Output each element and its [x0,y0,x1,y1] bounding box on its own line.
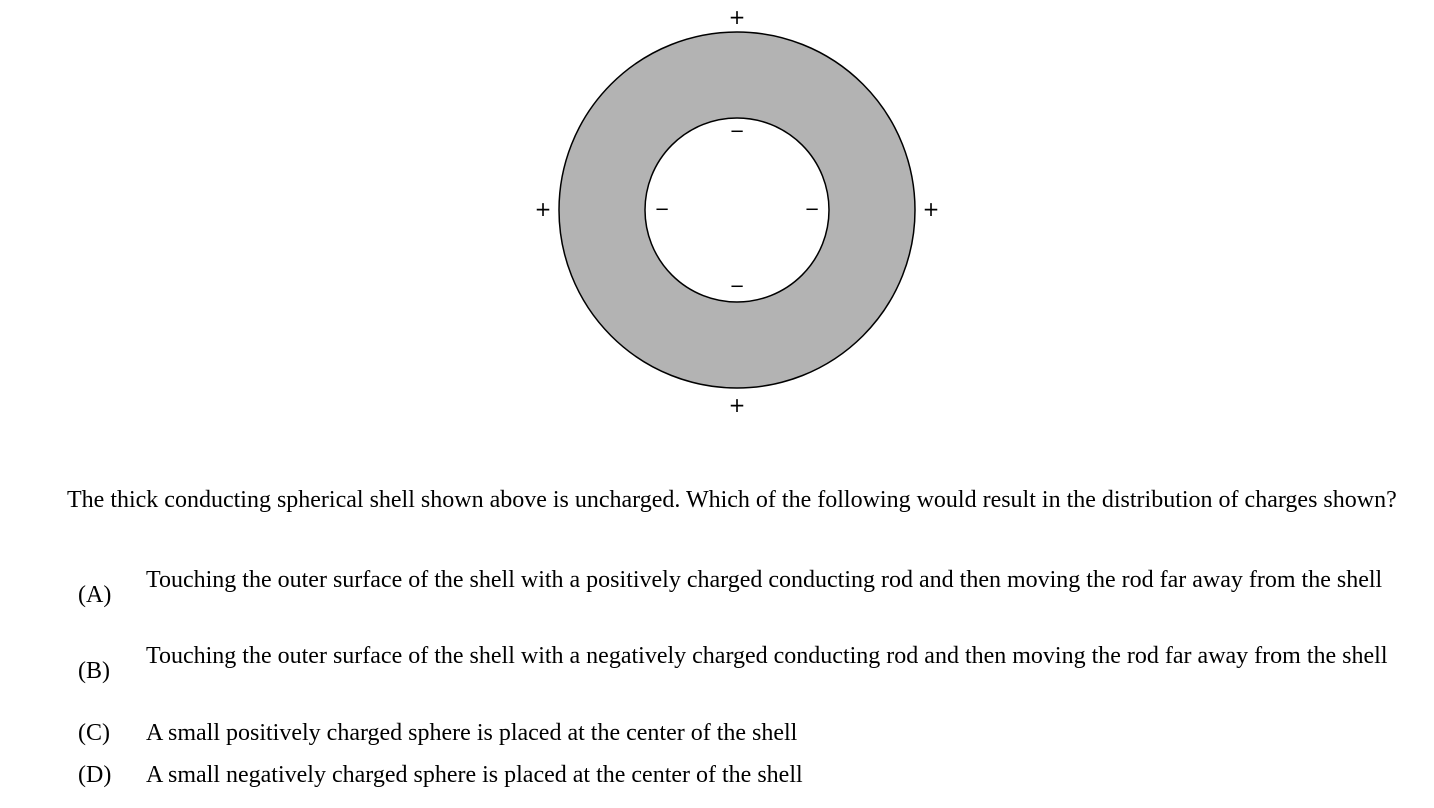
outer-charge-bottom: + [728,393,746,417]
outer-charge-right: + [922,197,940,221]
choice-d-text: A small negatively charged sphere is placed at the center of the shell [146,762,803,788]
choice-d-letter: (D) [78,762,112,788]
choice-c-letter: (C) [78,720,110,746]
outer-charge-top: + [728,5,746,29]
choice-a-text: Touching the outer surface of the shell with a positively charged conducting rod and then moving the rod far away from the shell [146,567,1383,593]
choice-b-letter: (B) [78,658,110,684]
inner-charge-right: − [804,199,820,220]
choice-c-text: A small positively charged sphere is placed at the center of the shell [146,720,798,746]
inner-cavity-surface [645,118,829,302]
outer-charge-left: + [534,197,552,221]
inner-charge-bottom: − [729,276,745,297]
choice-a-letter: (A) [78,582,112,608]
choice-b-text: Touching the outer surface of the shell with a negatively charged conducting rod and then moving the rod far away from the shell [146,643,1388,669]
inner-charge-left: − [654,199,670,220]
question-text: The thick conducting spherical shell shown above is uncharged. Which of the following would result in the distribution of charges shown? [67,487,1397,513]
inner-charge-top: − [729,121,745,142]
